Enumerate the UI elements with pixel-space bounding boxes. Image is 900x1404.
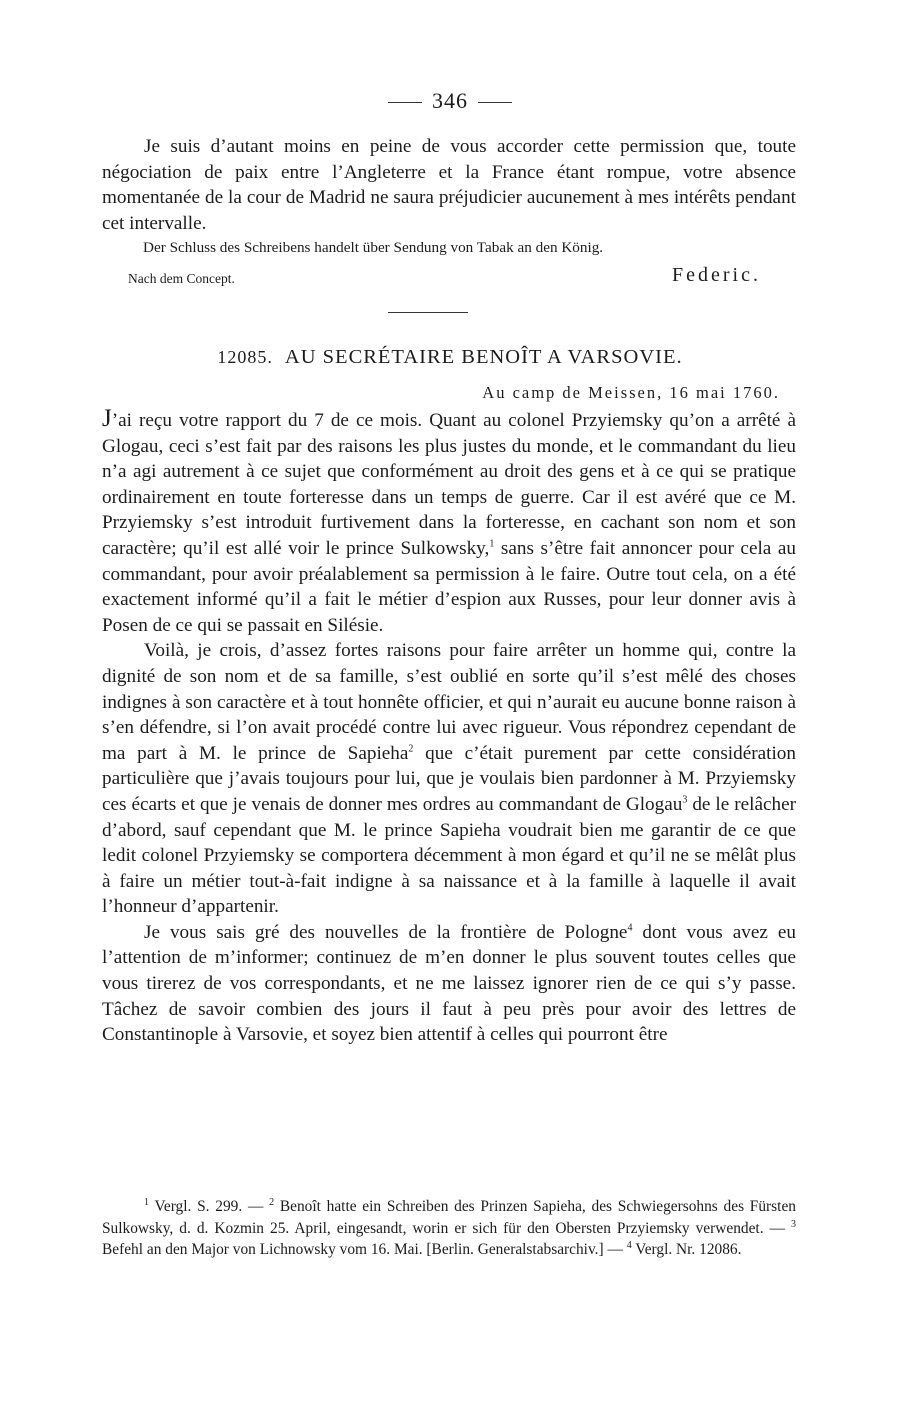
paragraph-1-text-b: sans s’être fait annoncer pour cela au commandant, pour avoir préalablement sa permission à le faire. Outre tout cela, on a été exactement informé qu’il a fait le métier d’espion aux Russes, pour leur donner avis à Posen de ce qui se passait en Silésie. [102, 537, 796, 636]
continuation-paragraph: Je suis d’autant moins en peine de vous accorder cette permission que, toute négociation de paix entre l’Angleterre et la France étant rompue, votre absence momentanée de la cour de Madrid ne saura préjudicier aucunement à mes intérêts pendant cet intervalle. [102, 136, 796, 234]
letter-dateline: Au camp de Meissen, 16 mai 1760. [482, 383, 780, 402]
letter-paragraph-3 [102, 920, 796, 1048]
paragraph-3-text-a: Je vous sais gré des nouvelles de la frontière de Pologne [144, 921, 628, 943]
page-header [0, 86, 900, 116]
footnote-4: Vergl. Nr. 12086. [631, 1241, 742, 1259]
footnote-ref-4: 4 [627, 922, 633, 934]
letter-heading [0, 342, 900, 372]
footnote-2: Benoît hatte ein Schreiben des Prinzen Sapieha, des Schwiegersohns des Fürsten Sulkowsky, d. d. Kozmin 25. April, eingesandt, worin er sich für den Obersten Przyiemsky verwendet. — [102, 1198, 796, 1237]
paragraph-2-text-a: Voilà, je crois, d’assez fortes raisons pour faire arrêter un homme qui, contre la dignité de son nom et de sa famille, s’est oublié en sorte qu’il s’est mêlé des choses indignes à son caractère et à tout honnête officier, et qui n’aurait eu aucune bonne raison à s’en défendre, si l’on avait procédé contre lui avec rigueur. Vous répondrez cependant de ma part à M. le prince de Sapieha [102, 640, 796, 764]
footnote-3: Befehl an den Major von Lichnowsky vom 16. Mai. [Berlin. Generalstabsarchiv.] — [102, 1241, 627, 1259]
header-dash-left [388, 102, 422, 103]
closing-summary-note: Der Schluss des Schreibens handelt über Sendung von Tabak an den König. [143, 239, 604, 256]
footnotes [102, 1196, 796, 1261]
letter-paragraph-2 [102, 638, 796, 920]
continuation-block [102, 134, 796, 236]
footnote-ref-1: 1 [489, 538, 495, 550]
footnote-mark-3: 3 [791, 1218, 796, 1230]
footnote-1: Vergl. S. 299. — [149, 1198, 270, 1215]
initial-letter: J [102, 405, 112, 432]
footnote-ref-3: 3 [682, 794, 688, 806]
footnote-text [102, 1196, 796, 1261]
source-note: Nach dem Concept. [128, 271, 235, 286]
letter-paragraph-1 [102, 406, 796, 638]
letter-title: AU SECRÉTAIRE BENOÎT A VARSOVIE. [284, 346, 683, 368]
footnote-mark-2: 2 [269, 1196, 275, 1208]
paragraph-2-text-b: que c’était purement par cette considération particulière que j’avais toujours pour lui, que je voulais bien pardonner à M. Przyiemsky ces écarts et que je venais de donner mes ordres au commandant de Glogau [102, 742, 796, 815]
letter-body [102, 406, 796, 1048]
letter-number: 12085. [217, 347, 273, 367]
footnote-mark-1: 1 [144, 1196, 149, 1208]
header-dash-right [478, 102, 512, 103]
paragraph-2-text-c: de le relâcher d’abord, sauf cependant que M. le prince Sapieha voudrait bien me garantir de ce que ledit colonel Przyiemsky se comportera décemment à mon égard et qu’il ne se mêlât plus à faire un métier tout-à-fait indigne à sa naissance et à la famille à laquelle il avait l’honneur d’appartenir. [102, 793, 796, 918]
paragraph-1-text-a: ’ai reçu votre rapport du 7 de ce mois. Quant au colonel Przyiemsky qu’on a arrêté à Glogau, ceci s’est fait par des raisons les plus justes du monde, et le commandant du lieu n’a agi autrement à ce sujet que conformément au droit des gens et à ce qui se pratique ordinairement en toute forteresse dans un temps de guerre. Car il est avéré que ce M. Przyiemsky s’est introduit furtivement dans la forteresse, en cachant son nom et son caractère; qu’il est allé voir le prince Sulkowsky, [102, 410, 796, 559]
footnote-mark-4: 4 [626, 1240, 632, 1252]
signature: Federic. [672, 264, 761, 286]
page-number: 346 [432, 88, 468, 113]
paragraph-3-text-b: dont vous avez eu l’attention de m’informer; continuez de m’en donner le plus souvent toutes celles que vous tirerez de vos correspondants, et ne me laissez ignorer rien de ce qui s’y passe. Tâchez de savoir combien des jours il faut à peu près pour avoir des lettres de Constantinople à Varsovie, et soyez bien attentif à celles qui pourront être [102, 921, 796, 1046]
section-divider [388, 312, 468, 313]
footnote-ref-2: 2 [408, 743, 414, 755]
